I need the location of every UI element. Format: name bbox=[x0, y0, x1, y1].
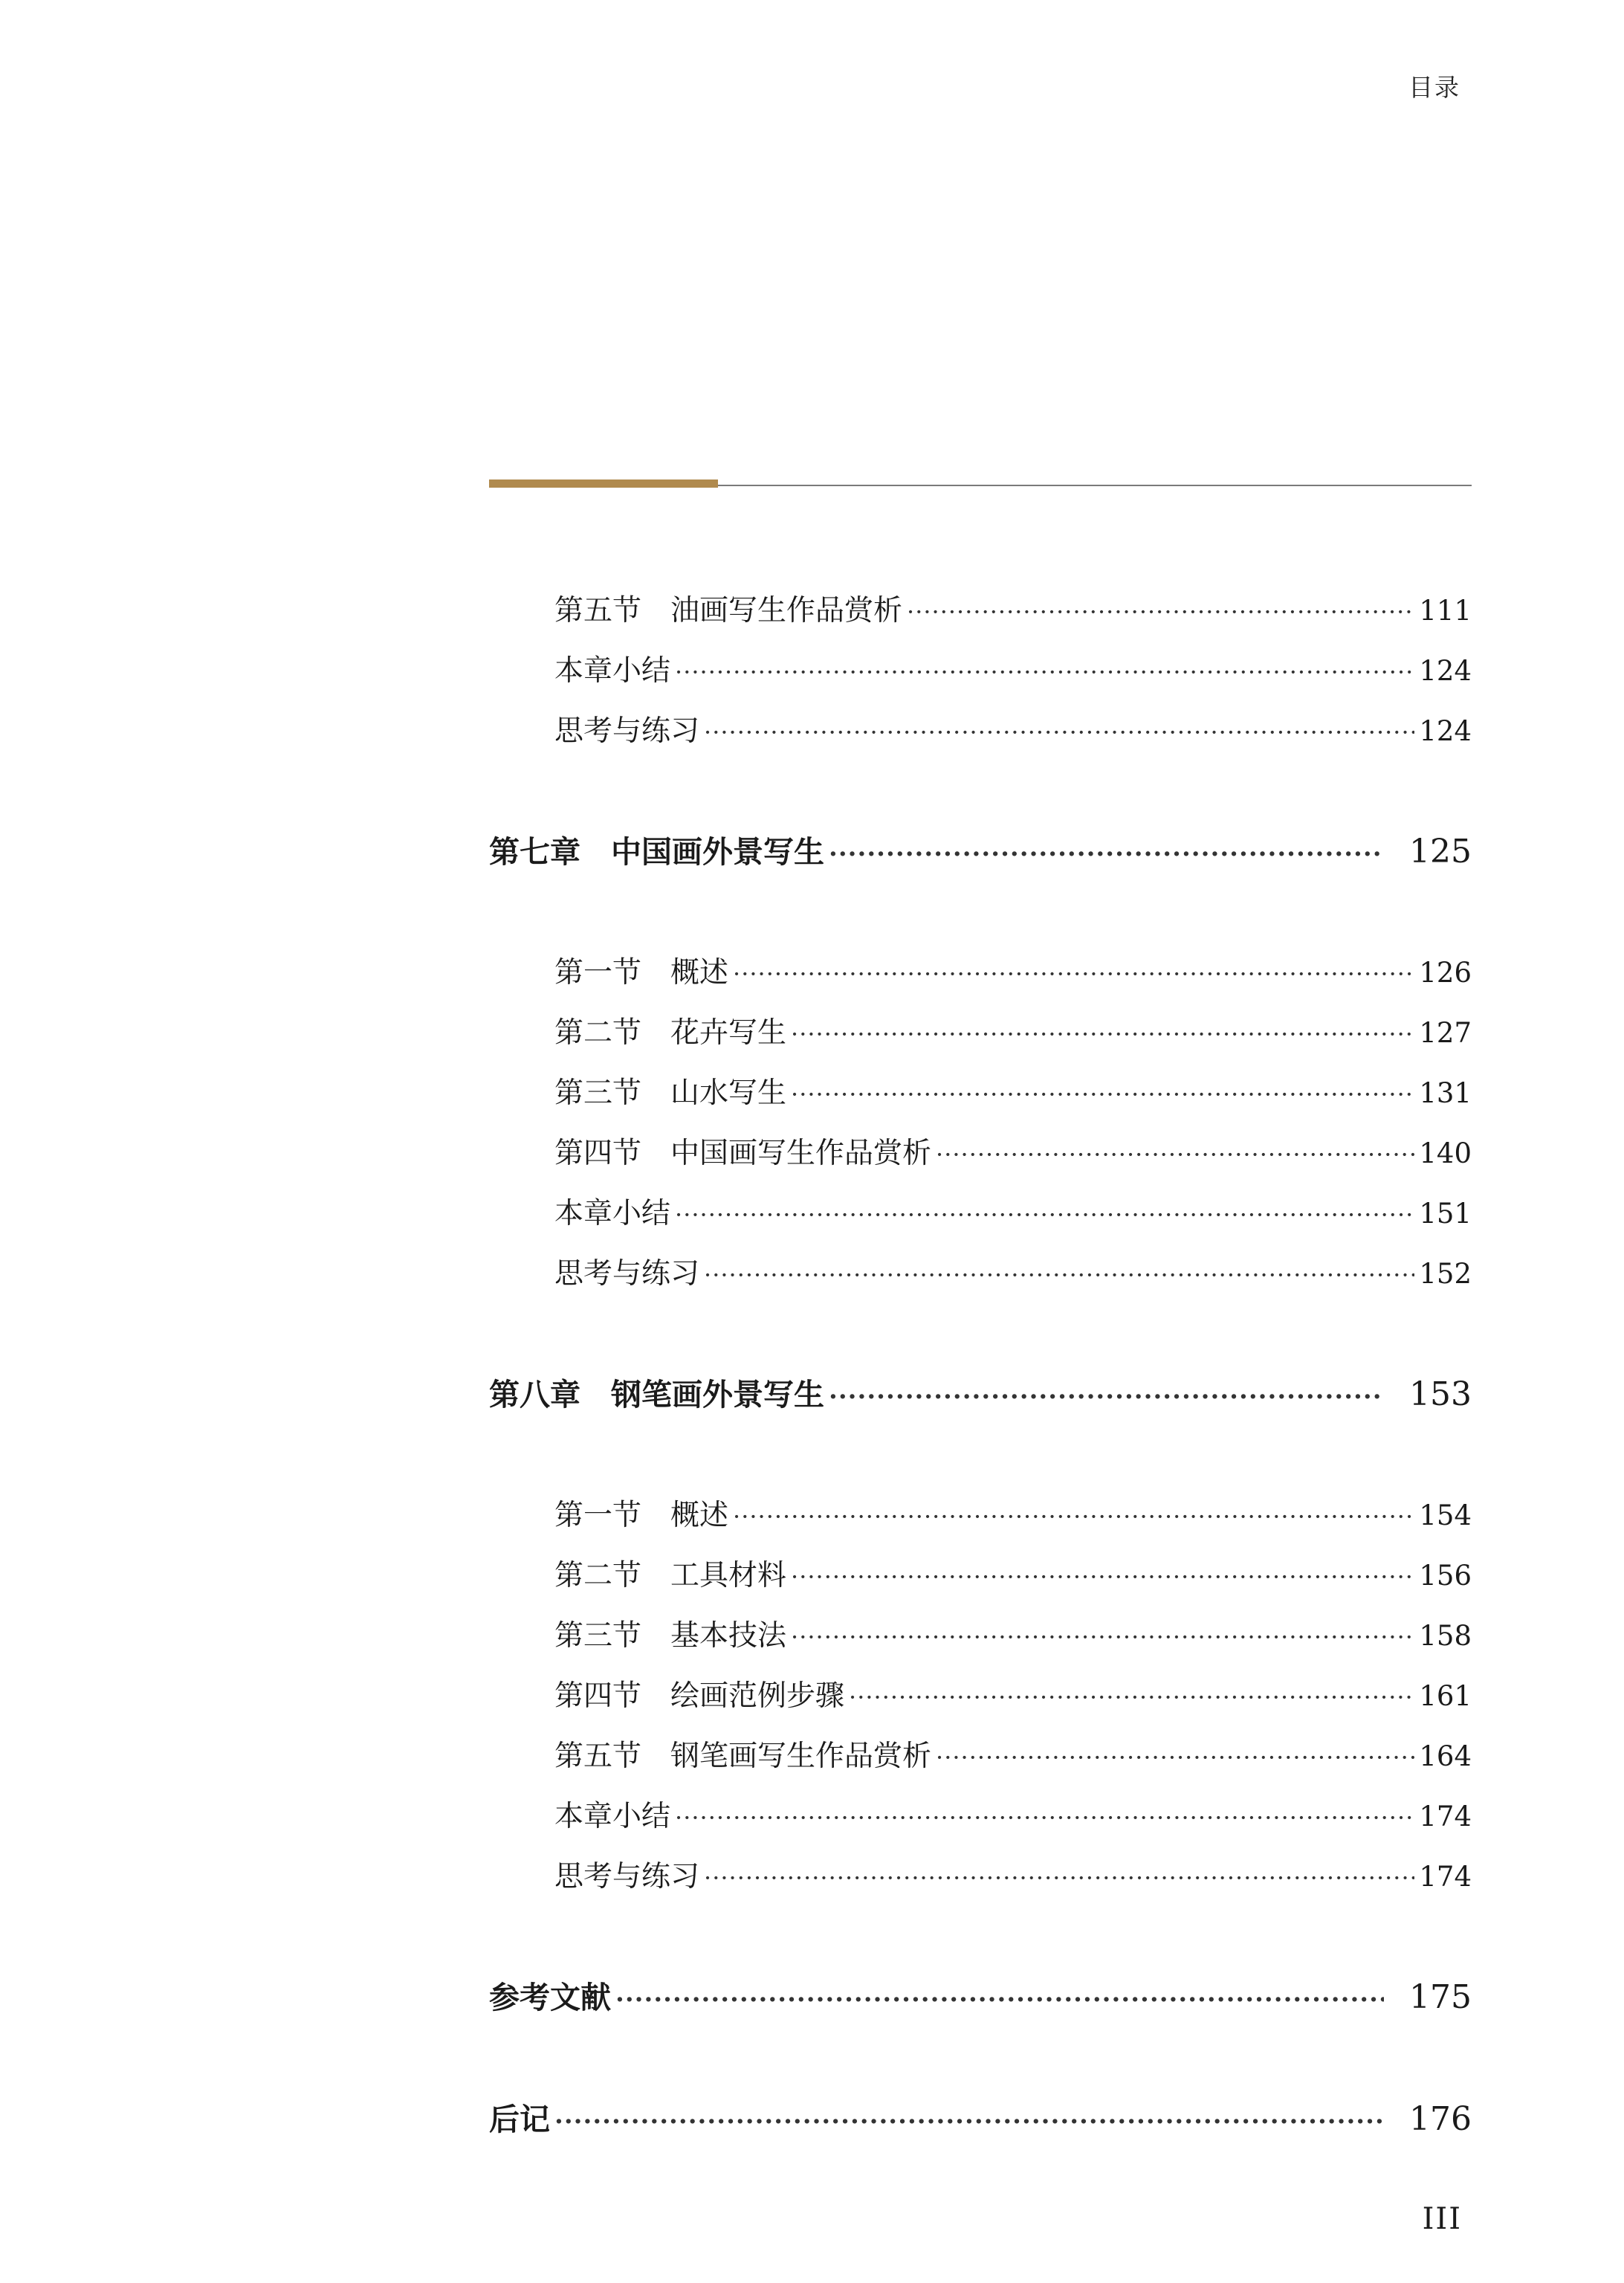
toc-chapter-label: 第七章 中国画外景写生 bbox=[489, 834, 824, 870]
dot-leader bbox=[704, 1864, 1414, 1892]
dot-leader bbox=[791, 1563, 1414, 1591]
toc-section-label: 本章小结 bbox=[554, 654, 671, 688]
toc-section-row[interactable] bbox=[489, 1733, 1472, 1793]
dot-leader bbox=[675, 1804, 1414, 1832]
toc-section-label: 第五节 钢笔画写生作品赏析 bbox=[554, 1740, 932, 1773]
toc-section-row[interactable] bbox=[489, 1552, 1472, 1612]
dot-leader bbox=[907, 598, 1414, 626]
toc-section-row[interactable] bbox=[489, 949, 1472, 1010]
toc-section-row[interactable] bbox=[489, 1853, 1472, 1914]
toc-section-label: 本章小结 bbox=[554, 1197, 671, 1230]
toc-page-number: 175 bbox=[1409, 1978, 1472, 2016]
toc-chapter-row[interactable] bbox=[489, 1370, 1472, 1431]
toc-section-row[interactable] bbox=[489, 1010, 1472, 1070]
toc-page-number: 174 bbox=[1419, 1801, 1472, 1832]
toc-page-number: 174 bbox=[1419, 1861, 1472, 1893]
toc-page-number: 161 bbox=[1419, 1680, 1472, 1712]
table-of-contents bbox=[489, 587, 1472, 2156]
page-folio: III bbox=[1422, 2202, 1462, 2236]
toc-page-number: 152 bbox=[1419, 1258, 1472, 1290]
toc-page-number: 111 bbox=[1419, 595, 1472, 627]
toc-page-number: 124 bbox=[1419, 715, 1472, 747]
spacer bbox=[489, 2034, 1472, 2095]
toc-section-row[interactable] bbox=[489, 708, 1472, 768]
dot-leader bbox=[936, 1140, 1414, 1169]
toc-section-row[interactable] bbox=[489, 587, 1472, 648]
toc-section-row[interactable] bbox=[489, 648, 1472, 708]
toc-page-number: 124 bbox=[1419, 655, 1472, 687]
toc-page-number: 176 bbox=[1409, 2100, 1472, 2138]
toc-chapter-row[interactable] bbox=[489, 827, 1472, 888]
toc-page-number: 158 bbox=[1419, 1620, 1472, 1652]
toc-page-number: 156 bbox=[1419, 1560, 1472, 1592]
toc-section-label: 第一节 概述 bbox=[554, 956, 729, 989]
toc-references-row[interactable] bbox=[489, 1973, 1472, 2034]
spacer bbox=[489, 768, 1472, 827]
dot-leader bbox=[791, 1020, 1414, 1048]
toc-page-number: 151 bbox=[1419, 1198, 1472, 1230]
toc-section-label: 第五节 油画写生作品赏析 bbox=[554, 594, 903, 627]
toc-section-row[interactable] bbox=[489, 1612, 1472, 1673]
toc-section-label: 第三节 基本技法 bbox=[554, 1619, 787, 1653]
toc-section-label: 第三节 山水写生 bbox=[554, 1076, 787, 1110]
dot-leader bbox=[733, 1502, 1414, 1531]
dot-leader bbox=[675, 1201, 1414, 1229]
toc-section-label: 思考与练习 bbox=[554, 714, 700, 748]
dot-leader bbox=[791, 1623, 1414, 1651]
toc-section-label: 第二节 工具材料 bbox=[554, 1559, 787, 1592]
toc-section-label: 思考与练习 bbox=[554, 1860, 700, 1893]
dot-leader bbox=[615, 1985, 1384, 2015]
toc-chapter-label: 参考文献 bbox=[489, 1980, 611, 2015]
dot-leader bbox=[704, 1261, 1414, 1289]
dot-leader bbox=[829, 1382, 1384, 1412]
toc-section-label: 第四节 中国画写生作品赏析 bbox=[554, 1137, 932, 1170]
toc-chapter-label: 后记 bbox=[489, 2102, 550, 2137]
dot-leader bbox=[704, 718, 1414, 746]
toc-section-row[interactable] bbox=[489, 1492, 1472, 1552]
spacer bbox=[489, 1914, 1472, 1973]
toc-section-row[interactable] bbox=[489, 1130, 1472, 1190]
dot-leader bbox=[849, 1683, 1414, 1711]
toc-page-number: 125 bbox=[1409, 833, 1472, 871]
toc-page-number: 131 bbox=[1419, 1077, 1472, 1109]
toc-page-number: 126 bbox=[1419, 957, 1472, 989]
dot-leader bbox=[554, 2107, 1384, 2137]
toc-section-label: 第二节 花卉写生 bbox=[554, 1016, 787, 1050]
toc-chapter-label: 第八章 钢笔画外景写生 bbox=[489, 1377, 824, 1412]
dot-leader bbox=[829, 839, 1384, 869]
dot-leader bbox=[791, 1080, 1414, 1108]
toc-section-label: 第一节 概述 bbox=[554, 1499, 729, 1532]
dot-leader bbox=[675, 658, 1414, 686]
dot-leader bbox=[936, 1743, 1414, 1772]
toc-page-number: 164 bbox=[1419, 1740, 1472, 1772]
spacer bbox=[489, 1311, 1472, 1370]
accent-bar bbox=[489, 479, 718, 488]
toc-afterword-row[interactable] bbox=[489, 2095, 1472, 2156]
toc-page-number: 154 bbox=[1419, 1499, 1472, 1531]
running-head: 目录 bbox=[1408, 73, 1460, 102]
toc-page-number: 140 bbox=[1419, 1137, 1472, 1169]
toc-section-label: 第四节 绘画范例步骤 bbox=[554, 1679, 845, 1713]
toc-section-row[interactable] bbox=[489, 1673, 1472, 1733]
toc-page-number: 153 bbox=[1409, 1375, 1472, 1413]
toc-section-row[interactable] bbox=[489, 1250, 1472, 1311]
header-rule bbox=[489, 476, 1472, 486]
toc-section-row[interactable] bbox=[489, 1070, 1472, 1130]
toc-section-label: 思考与练习 bbox=[554, 1257, 700, 1291]
dot-leader bbox=[733, 960, 1414, 988]
spacer bbox=[489, 888, 1472, 949]
toc-section-row[interactable] bbox=[489, 1793, 1472, 1853]
spacer bbox=[489, 1431, 1472, 1492]
toc-section-label: 本章小结 bbox=[554, 1800, 671, 1833]
toc-page-number: 127 bbox=[1419, 1017, 1472, 1049]
toc-section-row[interactable] bbox=[489, 1190, 1472, 1250]
